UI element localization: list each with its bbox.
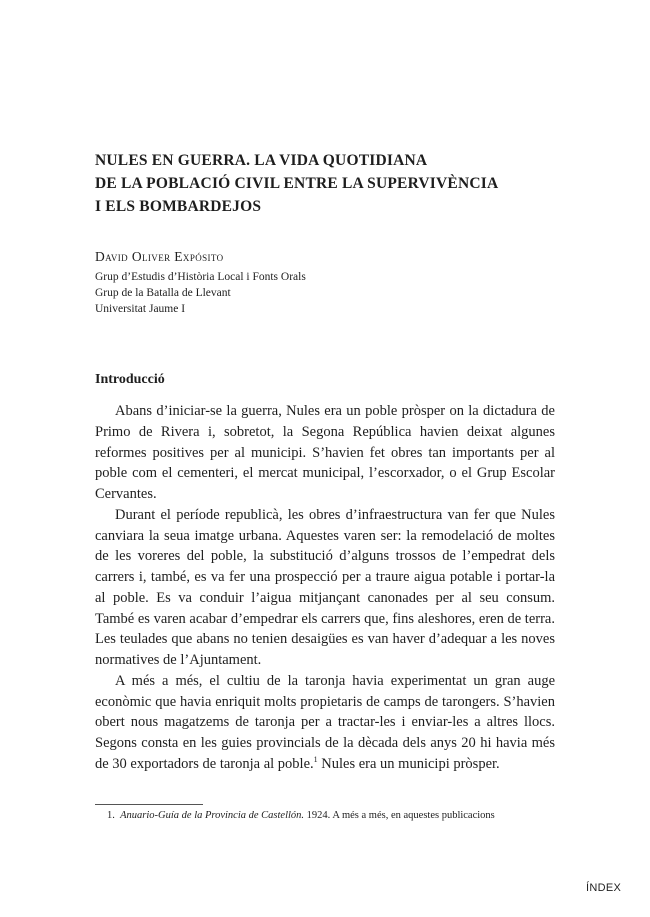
section-heading: Introducció — [95, 372, 165, 387]
footnote-number: 1. — [107, 810, 115, 821]
paragraph-text: A més a més, el cultiu de la taronja havia experimentat un gran auge econòmic que havia enriquit molts propietaris de camps de tarongers. S’havien obert nous magatzems de taronja per a tractar-les i enviar-les a altres llocs. Segons consta en les guies provincials de la dècada dels anys 20 hi havia més de 30 exportadors de taronja al poble. — [95, 672, 555, 772]
title-line: NULES EN GUERRA. LA VIDA QUOTIDIANA — [95, 152, 428, 169]
author-name: David Oliver Expósito — [95, 249, 224, 264]
affiliation: Universitat Jaume I — [95, 303, 186, 315]
affiliation: Grup d’Estudis d’Història Local i Fonts Orals — [95, 271, 306, 283]
footnote-source-title: Anuario-Guía de la Provincia de Castellón. — [120, 810, 305, 821]
affiliation: Grup de la Batalla de Llevant — [95, 287, 231, 299]
article-title — [95, 149, 575, 218]
body-text — [95, 401, 555, 775]
footnote-text: 1924. A més a més, en aquestes publicacions — [304, 810, 495, 821]
paragraph: Durant el període republicà, les obres d’infraestructura van fer que Nules canviara la seua imatge urbana. Aquestes varen ser: la remodelació de moltes de les voreres del poble, la substitució d’alguns trossos de l’empedrat dels carrers i, també, es va fer una prospecció per a traure aigua potable i portar-la al poble. Es va conduir l’aigua mitjançant canonades per al seu consum. També es varen acabar d’empedrar els carrers que, fins aleshores, eren de terra. Les teulades que abans no tenien desaigües es van haver d’adequar a les noves normatives de l’Ajuntament. — [95, 506, 555, 668]
index-link[interactable]: ÍNDEX — [586, 882, 622, 894]
footnote-reference[interactable]: 1 — [313, 754, 318, 764]
title-line: DE LA POBLACIÓ CIVIL ENTRE LA SUPERVIVÈNCIA — [95, 175, 499, 192]
paragraph — [95, 671, 555, 775]
footnote-divider — [95, 804, 203, 805]
author-affiliations — [95, 269, 306, 317]
footnote — [107, 810, 495, 821]
title-line: I ELS BOMBARDEJOS — [95, 198, 262, 215]
paragraph: Abans d’iniciar-se la guerra, Nules era un poble pròsper on la dictadura de Primo de Rivera i, sobretot, la Segona República havien deixat algunes reformes positives per al municipi. S’havien fet obres tan importants per al poble com el cementeri, el mercat municipal, l’escorxador, o el Grup Escolar Cervantes. — [95, 403, 555, 502]
paragraph-text: Nules era un municipi pròsper. — [317, 755, 500, 772]
